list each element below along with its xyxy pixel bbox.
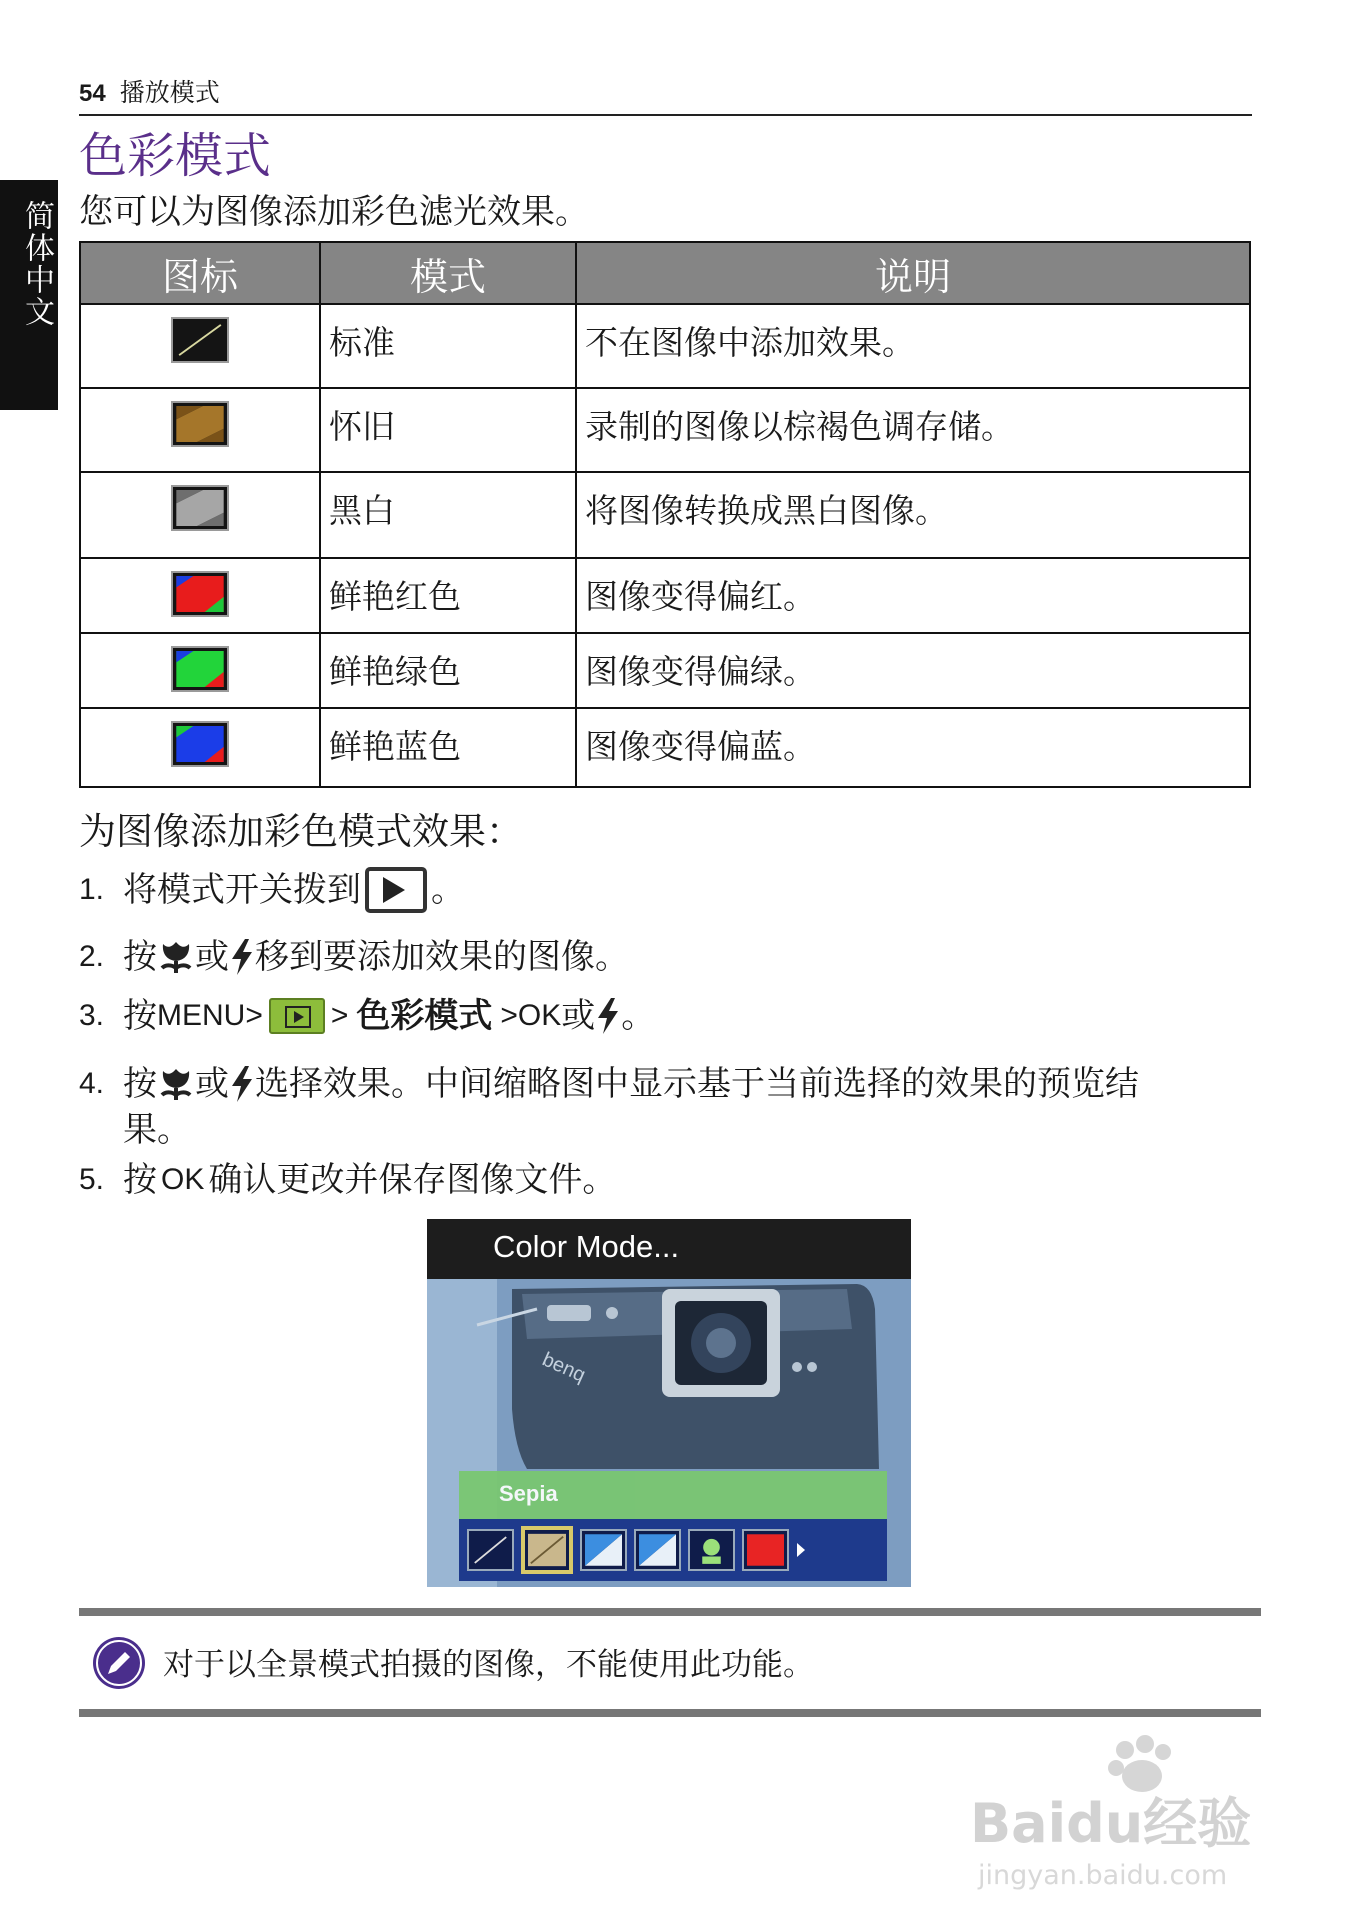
macro-tulip-icon: [157, 938, 195, 976]
language-label: 简体中文: [19, 200, 54, 328]
face-filter-icon[interactable]: [688, 1529, 735, 1571]
desc-cell: 不在图像中添加效果。: [576, 304, 1250, 388]
watermark-brand: Baidu经验: [970, 1792, 1252, 1855]
separator: >: [330, 999, 349, 1032]
note-text: 对于以全景模式拍摄的图像，不能使用此功能。: [163, 1647, 814, 1683]
mode-cell: 标准: [320, 304, 576, 388]
step-text: 。: [431, 870, 465, 910]
step-3: [79, 994, 655, 1038]
step-number: 5.: [79, 1163, 105, 1196]
ok-label: OK: [161, 1163, 205, 1196]
table-header-row: [80, 242, 1250, 304]
screen-title: Color Mode...: [493, 1229, 680, 1264]
pencil-note-icon: [92, 1636, 146, 1690]
color-mode-label: 色彩模式: [356, 996, 493, 1036]
ok-label: >OK: [500, 999, 562, 1032]
watermark-url: jingyan.baidu.com: [978, 1860, 1228, 1891]
step-number: 4.: [79, 1067, 105, 1100]
flash-icon: [229, 1065, 255, 1103]
icon-cell: [80, 633, 320, 708]
table-row: [80, 388, 1250, 472]
header-icon: 图标: [80, 242, 320, 304]
camera-screen-image: [427, 1219, 911, 1587]
mode-cell: 黑白: [320, 472, 576, 558]
chevron-right-icon[interactable]: [796, 1542, 806, 1558]
language-tab: [0, 180, 58, 410]
desc-cell: 图像变得偏蓝。: [576, 708, 1250, 787]
intro-text: 您可以为图像添加彩色滤光效果。: [79, 192, 589, 232]
step-text: 移到要添加效果的图像。: [255, 937, 629, 977]
step-text: 确认更改并保存图像文件。: [208, 1160, 617, 1200]
mode-cell: 怀旧: [320, 388, 576, 472]
vivid-red-filter-icon: [171, 571, 229, 617]
desc-cell: 录制的图像以棕褐色调存储。: [576, 388, 1250, 472]
step-4: [79, 1062, 1139, 1106]
bw-filter-icon[interactable]: [580, 1529, 627, 1571]
sepia-filter-icon[interactable]: [521, 1526, 573, 1574]
step-number: 3.: [79, 999, 105, 1032]
step-text: 按: [123, 996, 157, 1036]
menu-label: MENU>: [157, 999, 263, 1032]
selected-effect-label: Sepia: [499, 1481, 558, 1506]
page-title: 色彩模式: [79, 128, 272, 184]
step-text: 按: [123, 937, 157, 977]
playback-icon: [365, 867, 427, 913]
desc-cell: 图像变得偏红。: [576, 558, 1250, 633]
normal-filter-icon[interactable]: [467, 1529, 514, 1571]
normal-filter-icon: [171, 317, 229, 363]
screen-title-bar: [427, 1219, 911, 1279]
section-title: 播放模式: [119, 78, 220, 107]
mode-cell: 鲜艳蓝色: [320, 708, 576, 787]
desc-cell: 图像变得偏绿。: [576, 633, 1250, 708]
procedure-heading: 为图像添加彩色模式效果：: [79, 810, 523, 853]
step-text: 。: [621, 996, 656, 1036]
cool-filter-icon[interactable]: [634, 1529, 681, 1571]
mode-cell: 鲜艳绿色: [320, 633, 576, 708]
desc-cell: 将图像转换成黑白图像。: [576, 472, 1250, 558]
header-mode: 模式: [320, 242, 576, 304]
playback-menu-icon: [269, 998, 325, 1034]
step-text: 按: [123, 1064, 157, 1104]
mode-cell: 鲜艳红色: [320, 558, 576, 633]
table-row: [80, 708, 1250, 787]
icon-cell: [80, 304, 320, 388]
page-number: 54: [79, 80, 106, 107]
vivid-green-filter-icon: [171, 646, 229, 692]
vivid-red-filter-icon[interactable]: [742, 1529, 789, 1571]
bw-filter-icon: [171, 485, 229, 531]
selected-effect-panel: [459, 1471, 887, 1519]
table-row: [80, 472, 1250, 558]
color-mode-table: [79, 241, 1251, 788]
icon-cell: [80, 558, 320, 633]
icon-cell: [80, 708, 320, 787]
macro-tulip-icon: [157, 1065, 195, 1103]
step-text: 按: [123, 1160, 157, 1200]
effect-strip: [459, 1519, 887, 1581]
note-divider-bottom: [79, 1709, 1261, 1717]
table-row: [80, 633, 1250, 708]
flash-icon: [229, 938, 255, 976]
baidu-watermark: [970, 1724, 1300, 1894]
header-desc: 说明: [576, 242, 1250, 304]
step-text: 或: [195, 1064, 229, 1104]
icon-cell: [80, 472, 320, 558]
step-4-continued: 果。: [123, 1110, 191, 1150]
note-divider-top: [79, 1608, 1261, 1616]
step-text: 或: [561, 996, 596, 1036]
vivid-blue-filter-icon: [171, 721, 229, 767]
step-1: [79, 867, 465, 913]
sepia-filter-icon: [171, 401, 229, 447]
step-5: [79, 1158, 616, 1202]
step-number: 2.: [79, 940, 105, 973]
step-2: [79, 935, 629, 979]
page-header: [79, 76, 1252, 116]
step-number: 1.: [79, 873, 105, 906]
flash-icon: [595, 997, 621, 1035]
step-text: 选择效果。中间缩略图中显示基于当前选择的效果的预览结: [255, 1064, 1139, 1104]
icon-cell: [80, 388, 320, 472]
svg-text:benq: benq: [538, 1348, 589, 1387]
table-row: [80, 558, 1250, 633]
step-text: 将模式开关拨到: [123, 870, 361, 910]
table-row: [80, 304, 1250, 388]
step-text: 或: [195, 937, 229, 977]
